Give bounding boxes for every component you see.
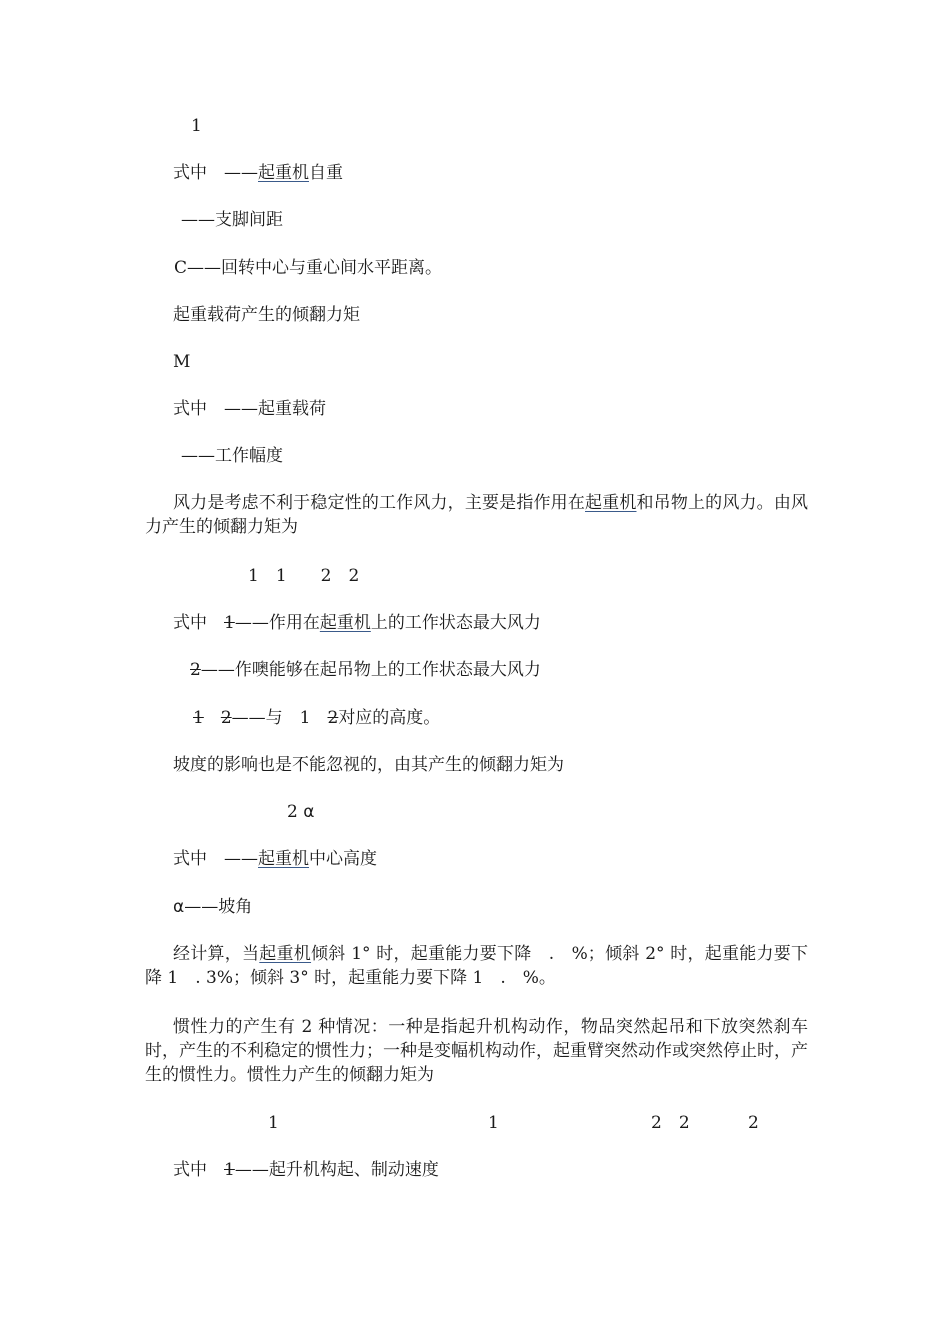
formula-fragment bbox=[651, 1111, 690, 1135]
definition-text: ——工作幅度 bbox=[181, 446, 283, 466]
paragraph-tilt bbox=[145, 942, 808, 990]
definition-line bbox=[173, 895, 252, 919]
definition-line bbox=[174, 256, 442, 280]
formula-fragment bbox=[248, 564, 359, 588]
definition-line bbox=[173, 611, 541, 635]
definition-text: ——支脚间距 bbox=[181, 210, 283, 230]
formula-fragment bbox=[748, 1111, 759, 1135]
definition-text: ——与 1 bbox=[231, 708, 328, 728]
definition-text: 式中 ——起重载荷 bbox=[173, 399, 326, 419]
formula-text: 1 1 2 2 bbox=[248, 566, 360, 586]
link-crane[interactable]: 起重机 bbox=[258, 849, 309, 869]
spacer bbox=[204, 708, 221, 728]
link-crane[interactable]: 起重机 bbox=[319, 613, 371, 633]
alpha-symbol: α bbox=[173, 897, 185, 917]
body-text: 坡度的影响也是不能忽视的，由其产生的倾翻力矩为 bbox=[173, 755, 564, 775]
subscript-mark: 2 bbox=[327, 708, 339, 728]
definition-text: ——作噢能够在起吊物上的工作状态最大风力 bbox=[200, 660, 541, 680]
definition-prefix: 式中 —— bbox=[173, 849, 258, 869]
definition-line bbox=[181, 444, 283, 468]
definition-text: 对应的高度。 bbox=[338, 708, 441, 728]
subscript-mark: 1 bbox=[224, 613, 235, 633]
subscript-mark: 1 bbox=[224, 1160, 235, 1180]
formula-text: 1 bbox=[488, 1113, 499, 1133]
link-crane[interactable]: 起重机 bbox=[258, 163, 309, 183]
body-text: 起重载荷产生的倾翻力矩 bbox=[173, 305, 360, 325]
formula-text: 2 bbox=[287, 802, 298, 822]
paragraph-text: 和吊物上的风力。由风力产生的倾翻力矩为 bbox=[145, 493, 808, 537]
paragraph-inertia bbox=[145, 1015, 808, 1087]
alpha-symbol: α bbox=[303, 802, 315, 822]
definition-text: 上的工作状态最大风力 bbox=[370, 613, 541, 633]
subscript-mark: 2 bbox=[220, 708, 232, 728]
paragraph-text: 倾斜 1° 时，起重能力要下降 . %；倾斜 2° 时，起重能力要下降 1 . 3%；倾斜 3° 时，起重能力要下降 1 . %。 bbox=[145, 944, 808, 988]
formula-text: 2 bbox=[748, 1113, 759, 1133]
link-crane[interactable]: 起重机 bbox=[585, 493, 637, 513]
definition-prefix: 式中 bbox=[173, 613, 224, 633]
definition-line bbox=[181, 208, 283, 232]
formula-text: M bbox=[173, 352, 191, 372]
link-crane[interactable]: 起重机 bbox=[259, 944, 312, 964]
formula-fragment bbox=[173, 350, 190, 374]
subscript-mark: 2 bbox=[190, 660, 201, 680]
definition-text: 中心高度 bbox=[309, 849, 377, 869]
definition-text: 自重 bbox=[309, 163, 343, 183]
formula-text: 1 bbox=[191, 116, 202, 136]
definition-line bbox=[173, 1158, 439, 1182]
definition-line bbox=[173, 161, 343, 185]
definition-line bbox=[193, 706, 440, 730]
definition-line bbox=[190, 658, 541, 682]
body-line bbox=[173, 753, 564, 777]
definition-prefix: 式中 bbox=[173, 1160, 224, 1180]
formula-text: 1 bbox=[268, 1113, 279, 1133]
definition-line bbox=[173, 397, 326, 421]
definition-text: ——坡角 bbox=[184, 897, 253, 917]
definition-prefix: 式中 —— bbox=[173, 163, 258, 183]
formula-fragment bbox=[268, 1111, 279, 1135]
paragraph-text: 经计算，当 bbox=[173, 944, 260, 964]
definition-line bbox=[173, 847, 377, 871]
paragraph-text: 惯性力的产生有 2 种情况：一种是指起升机构动作，物品突然起吊和下放突然刹车时，产生的不利稳定的惯性力；一种是变幅机构动作，起重臂突然动作或突然停止时，产生的惯性力。惯性力产生的倾翻力矩为 bbox=[145, 1017, 808, 1085]
subscript-mark: 1 bbox=[193, 708, 204, 728]
formula-fragment bbox=[287, 800, 314, 824]
definition-text: ——起升机构起、制动速度 bbox=[234, 1160, 439, 1180]
formula-text: 2 2 bbox=[651, 1113, 690, 1133]
formula-fragment bbox=[488, 1111, 499, 1135]
definition-text: C——回转中心与重心间水平距离。 bbox=[174, 258, 443, 278]
definition-text: ——作用在 bbox=[234, 613, 320, 633]
paragraph-wind bbox=[145, 491, 808, 539]
paragraph-text: 风力是考虑不利于稳定性的工作风力，主要是指作用在 bbox=[173, 493, 585, 513]
formula-fragment bbox=[191, 114, 202, 138]
body-line bbox=[173, 303, 360, 327]
